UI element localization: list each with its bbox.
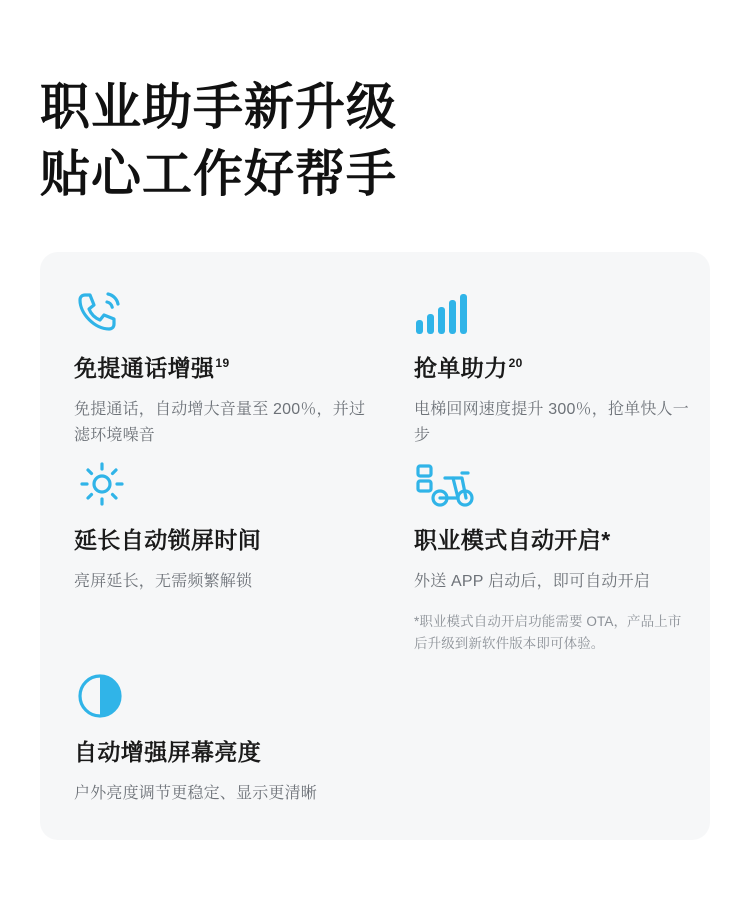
feature-title xyxy=(74,526,374,556)
features-grid xyxy=(40,252,710,840)
features-panel xyxy=(40,252,710,840)
feature-title xyxy=(414,526,694,556)
page-title xyxy=(40,74,397,208)
feature-title xyxy=(74,738,404,768)
feature-title-text: 延长自动锁屏时间 xyxy=(74,527,262,553)
feature-item xyxy=(414,452,694,655)
feature-title-text: 职业模式自动开启* xyxy=(414,527,611,553)
feature-title-text: 免提通话增强 xyxy=(74,355,215,381)
page-title-line-1: 职业助手新升级 xyxy=(40,79,397,135)
page-title-line-2: 贴心工作好帮手 xyxy=(40,146,397,202)
feature-note: *职业模式自动开启功能需要 OTA，产品上市后升级到新软件版本即可体验。 xyxy=(414,613,682,652)
feature-item xyxy=(74,452,374,595)
feature-desc: 外送 APP 启动后，即可自动开启 xyxy=(414,572,651,590)
contrast-circle-icon xyxy=(74,664,404,722)
feature-desc: 免提通话，自动增大音量至 200％，并过滤环境噪音 xyxy=(74,400,366,444)
feature-desc: 户外亮度调节更稳定、显示更清晰 xyxy=(74,784,318,802)
signal-bars-icon xyxy=(414,280,694,338)
feature-title-text: 自动增强屏幕亮度 xyxy=(74,739,262,765)
feature-title xyxy=(414,354,694,384)
feature-desc: 电梯回网速度提升 300％，抢单快人一步 xyxy=(414,400,689,444)
feature-title-sup: 20 xyxy=(508,356,523,371)
feature-item xyxy=(414,280,694,449)
feature-item xyxy=(74,664,404,807)
feature-item xyxy=(74,280,374,449)
phone-call-icon xyxy=(74,280,374,338)
feature-title-text: 抢单助力 xyxy=(414,355,508,381)
feature-title xyxy=(74,354,374,384)
sun-brightness-icon xyxy=(74,452,374,510)
scooter-delivery-icon xyxy=(414,452,694,510)
feature-title-sup: 19 xyxy=(215,356,230,371)
feature-desc: 亮屏延长，无需频繁解锁 xyxy=(74,572,253,590)
